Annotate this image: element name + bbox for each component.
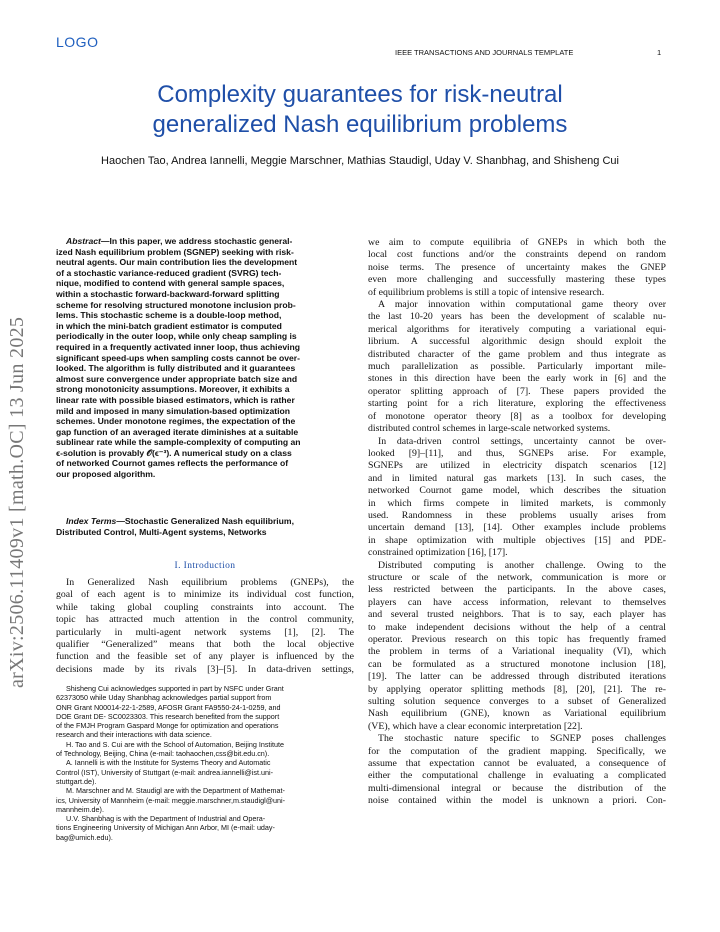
intro-column-left (56, 577, 354, 676)
index-terms-line: Distributed Control, Multi-Agent systems, Networks (56, 526, 267, 537)
page-number: 1 (657, 48, 662, 57)
footnote-line: M. Marschner and M. Staudigl are with the Department of Mathemat- (66, 786, 285, 796)
body-line: In data-driven control settings, uncertainty cannot be over- (378, 435, 666, 447)
abstract-lead: Abstract (66, 236, 101, 246)
paper-title (56, 80, 664, 140)
body-line: of monotone operator theory [8] as a toolbox for developing (368, 410, 666, 422)
body-line: the problem in terms of a Variational inequality (VI), which (368, 646, 666, 658)
body-line: noise contained within the model is unknown a priori. Con- (368, 795, 666, 807)
section-heading-introduction: I. Introduction (174, 561, 236, 571)
body-line: Nash equilibrium (GNE), known as Variational equilibrium (368, 708, 666, 720)
abstract (56, 236, 354, 480)
abstract-line: neutral agents. Our main contribution lies the development (56, 257, 298, 268)
body-line: A major innovation within computational game theory over (378, 299, 666, 311)
abstract-line: our proposed algorithm. (56, 469, 156, 480)
abstract-line: strong monotonicity assumptions. Moreover, it exhibits a (56, 384, 290, 395)
abstract-line: lems. This stochastic scheme is a double-loop method, (56, 310, 282, 321)
body-line: SGNEPs are utilized in electricity dispatch scenarios [12] (368, 460, 666, 472)
body-line: distributed control schemes in large-scale networked systems. (368, 423, 611, 435)
logo: LOGO (56, 34, 99, 50)
body-line: uncertain demand [13], [14]. Other examples include problems (368, 522, 666, 534)
body-line: used. Randomness in these problems usually arises from (368, 509, 666, 521)
journal-name: IEEE TRANSACTIONS AND JOURNALS TEMPLATE (395, 48, 574, 57)
body-line: stones in this direction have been the early work in [6] and the (368, 373, 666, 385)
footnotes (56, 684, 354, 842)
body-line: assume that expectation cannot be evaluated, a consequence of (368, 758, 666, 770)
abstract-text: —In this paper, we address stochastic general- (100, 236, 293, 246)
abstract-line: looked. The algorithm is fully distributed and it guarantees (56, 363, 296, 374)
abstract-line: gap function of an averaged iterate diminishes at a suitable (56, 426, 299, 437)
body-line: function and the feasible set of any player is influenced by the (56, 651, 354, 663)
body-line: players can have access information, relevant to themselves (368, 596, 666, 608)
footnote-line: U.V. Shanbhag is with the Department of Industrial and Opera- (66, 814, 266, 824)
footnote-line: research and their interactions with data science. (56, 730, 212, 740)
body-line: multi-dimensional integral or because the distribution of the (368, 782, 666, 794)
footnote-line: 62373050 while Uday Shanbhag acknowledges partial support from (56, 693, 272, 703)
body-line: in shape optimization with multiple objectives [15] and PDE- (368, 534, 666, 546)
footnote-line: H. Tao and S. Cui are with the School of Automation, Beijing Institute (66, 739, 285, 749)
abstract-line: sublinear rate while the sample-complexity of computing an (56, 437, 301, 448)
body-line: local cost functions and/or the constraints depend on random (368, 249, 666, 261)
body-line: decisions made by its rivals [3]–[5]. In data-driven settings, (56, 663, 354, 675)
body-line: particularly in multi-agent network systems [1], [2]. The (56, 626, 354, 638)
body-line: can be formulated as a structured monotone inclusion [18], (368, 658, 666, 670)
body-line: we aim to compute equilibria of GNEPs in which both the (368, 237, 666, 248)
body-line: networked Cournot game model, which describes the situation (368, 485, 666, 497)
footnote-line: mannheim.de). (56, 804, 104, 814)
abstract-line: linear rate with possible biased estimators, which is rather (56, 394, 295, 405)
abstract-line: required in a frequently activated inner loop, thus achieving (56, 341, 301, 352)
title-line: Complexity guarantees for risk-neutral (157, 81, 563, 108)
body-line: operator. Previous research on this topic has frequently framed (368, 634, 666, 645)
abstract-line: of networked Cournot games reflects the performance of (56, 458, 289, 469)
abstract-line: within a stochastic forward-backward-forward splitting (56, 288, 280, 299)
body-line: for the computation of the gradient mapping. Specifically, we (368, 745, 666, 757)
abstract-line: ized Nash equilibrium problem (SGNEP) seeking with risk- (56, 246, 294, 257)
footnote-line: ONR Grant N00014-22-1-2589, AFOSR Grant FA9550-24-1-0259, and (56, 702, 281, 712)
abstract-line: nique, modified to contend with general sample spaces, (56, 278, 285, 289)
body-line: goal of each agent is to minimize its individual cost function, (56, 589, 354, 601)
footnote-line: bag@umich.edu). (56, 832, 113, 842)
body-line: by applying operator splitting methods [8], [20], [21]. The re- (368, 683, 666, 695)
body-column-right (368, 237, 666, 808)
body-line: in which firms compete in limited markets, is commonly (368, 497, 666, 509)
body-line: much parallelization as possible. Particularly important mile- (368, 361, 666, 373)
footnote-line: A. Iannelli is with the Institute for Systems Theory and Automatic (66, 758, 271, 768)
body-line: noise terms. The presence of uncertainty makes the GNEP (368, 261, 666, 273)
body-line: while taking global coupling constraints into account. The (56, 601, 354, 613)
body-line: less restricted between the participants. In the above cases, (368, 584, 666, 596)
footnote-line: DOE Grant DE- SC0023303. This research benefited from the support (56, 711, 280, 721)
body-line: distributed character of the game problem and thus integrate as (368, 348, 666, 360)
body-line: (VE), which have a clear economic interpretation [22]. (368, 720, 583, 732)
abstract-line: in which the mini-batch gradient estimator is computed (56, 320, 282, 331)
body-line: librium. A successful algorithmic design should exploit the (368, 336, 666, 348)
abstract-line: significant speed-ups when sampling costs cannot be over- (56, 352, 301, 363)
body-line: and in limited natural gas markets [13]. In such cases, the (368, 472, 666, 484)
abstract-line: periodically in the outer loop, while only cheap sampling is (56, 331, 297, 342)
body-line: structure or scale of the network, communication is more or (368, 571, 666, 583)
body-line: qualifier “Generalized” means that both the local objective (56, 639, 354, 651)
index-terms-lead: Index Terms (66, 516, 117, 526)
body-line: either the computational challenge in evaluating a complicated (368, 770, 666, 782)
body-line: In Generalized Nash equilibrium problems (GNEPs), the (66, 577, 354, 588)
body-line: topic has attracted much attention in the control community, (56, 614, 354, 626)
abstract-line: mild and imposed in many simulation-based optimization (56, 405, 290, 416)
index-terms-text: —Stochastic Generalized Nash equilibrium, (116, 516, 294, 526)
footnote-line: Shisheng Cui acknowledges supported in part by NSFC under Grant (66, 684, 284, 693)
body-line: [19]. The latter can be addressed through distributed iterations (368, 671, 666, 683)
body-line: to make independent decisions without the help of a central (368, 621, 666, 633)
abstract-line: schemes. Under monotone regimes, the expectation of the (56, 416, 296, 427)
body-line: The stochastic nature specific to SGNEP poses challenges (378, 733, 666, 745)
abstract-line: scheme for resolving structured monotone inclusion prob- (56, 299, 296, 310)
body-line: of equilibrium problems is still a topic of intensive research. (368, 286, 605, 298)
footnote-line: stuttgart.de). (56, 776, 97, 786)
body-line: the last 10-20 years has been the development of scalable nu- (368, 311, 666, 323)
footnote-line: ics, University of Mannheim (e-mail: meggie.marschner,m.staudigl@uni- (56, 795, 285, 805)
author-list: Haochen Tao, Andrea Iannelli, Meggie Marschner, Mathias Staudigl, Uday V. Shanbhag, and Shisheng Cui (101, 155, 619, 167)
footnote-line: Control (IST), University of Stuttgart (e-mail: andrea.iannelli@ist.uni- (56, 767, 274, 777)
footnote-line: of the FMJH Program Gaspard Monge for optimization and operations (56, 721, 279, 731)
footnote-line: of Technology, Beijing, China (e-mail: taohaochen,css@bit.edu.cn). (56, 749, 270, 759)
abstract-line: almost sure convergence under appropriate batch size and (56, 373, 298, 384)
body-line: and several trusted neighbors. That is to say, each player has (368, 609, 666, 621)
title-line: generalized Nash equilibrium problems (152, 111, 568, 138)
index-terms-line (56, 516, 354, 527)
arxiv-stamp: arXiv:2506.11409v1 [math.OC] 13 Jun 2025 (6, 316, 28, 688)
body-line: Distributed computing is another challenge. Owing to the (378, 559, 666, 571)
body-line: even more challenging and successfully mastering these types (368, 274, 666, 286)
body-line: merical algorithms for iteratively computing a variational equi- (368, 323, 666, 335)
footnote-line: tions Engineering University of Michigan Ann Arbor, MI (e-mail: uday- (56, 823, 275, 833)
abstract-line (56, 236, 354, 247)
body-line: operator splitting approach of [7]. These papers provided the (368, 385, 666, 397)
abstract-line: ϵ-solution is provably 𝒪(ϵ⁻³). A numerical study on a class (56, 447, 292, 458)
index-terms (56, 516, 354, 537)
body-line: starting point for a rich literature, exploring the effectiveness (368, 398, 666, 410)
body-line: constrained optimization [16], [17]. (368, 547, 508, 559)
abstract-line: of a stochastic variance-reduced gradient (SVRG) tech- (56, 267, 282, 278)
body-line: looked [9]–[11], and thus, SGNEPs arise. For example, (368, 447, 666, 459)
body-line: sulting solution sequence converges to a subset of Generalized (368, 696, 666, 708)
